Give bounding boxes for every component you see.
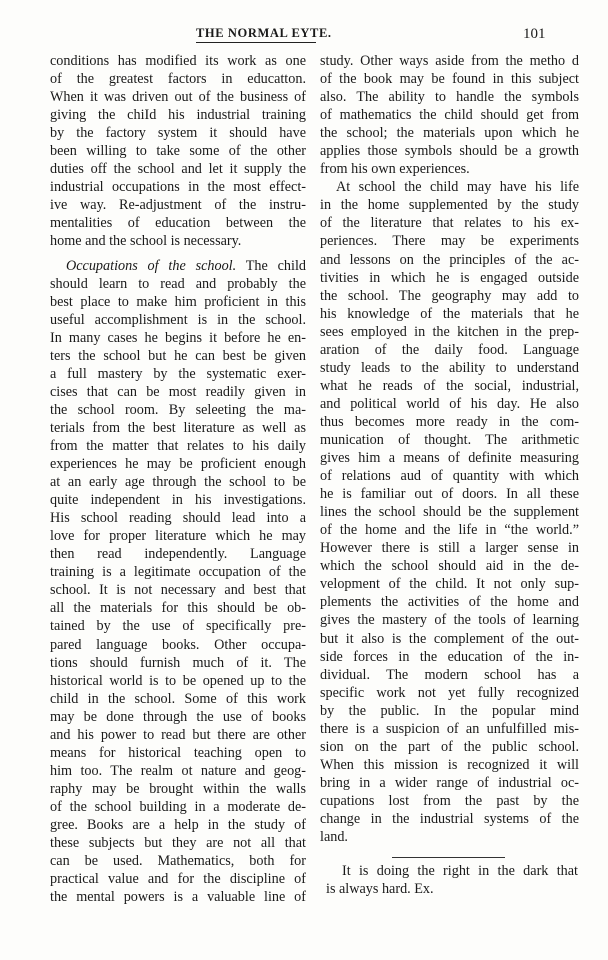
text-line: sees employed in the kitchen in the prep- bbox=[320, 323, 579, 340]
right-column bbox=[320, 52, 579, 846]
text-line: best place to make him proficient in this bbox=[50, 293, 306, 310]
text-line: and his power to read but there are other bbox=[50, 726, 306, 743]
text-line: from the matter that relates to his daily bbox=[50, 437, 306, 454]
section-heading-occupations: Occupations of the school. bbox=[66, 257, 237, 274]
text-line: may be done through the use of books bbox=[50, 708, 306, 725]
text-line: also. The ability to handle the symbols bbox=[320, 89, 579, 106]
text-line: the school. The geography may add to bbox=[320, 287, 579, 304]
text-line: the mental powers is a valuable line of bbox=[50, 889, 306, 906]
text-line: It is doing the right in the dark that bbox=[342, 863, 578, 879]
text-line: all the materials for this should be ob- bbox=[50, 600, 306, 617]
text-line: should learn to read and probably the bbox=[50, 275, 306, 292]
text-line: means for historical teaching open to bbox=[50, 744, 306, 761]
text-line bbox=[50, 257, 306, 275]
text-line: periences. There may be experiments bbox=[320, 233, 579, 250]
text-line: pared language books. Other occupa- bbox=[50, 636, 306, 653]
text-line: sion on the part of the public school. bbox=[320, 738, 579, 755]
text-line: school. It is not necessary and best that bbox=[50, 582, 306, 599]
text-line: conditions has modified its work as one bbox=[50, 53, 306, 69]
text-line: in the home supplemented by the study bbox=[320, 197, 579, 214]
text-line: of the book may be found in this subject bbox=[320, 71, 579, 88]
text-line: of the greatest factors in educatton. bbox=[50, 71, 306, 88]
text-line: bring in a wider range of industrial oc- bbox=[320, 774, 579, 791]
text-line: specific work not yet fully recognized bbox=[320, 684, 579, 701]
text-line: gree. Books are a help in the study of bbox=[50, 816, 306, 833]
text-line: aration of the daily food. Language bbox=[320, 341, 579, 358]
text-line: which the school should aid in the de- bbox=[320, 558, 579, 575]
text-line: side forces in the education of the in- bbox=[320, 648, 579, 665]
text-line: experiences he may be proficient enough bbox=[50, 456, 306, 473]
text-line: At school the child may have his life bbox=[336, 179, 579, 196]
page-number: 101 bbox=[523, 26, 546, 42]
text-line: However there is still a larger sense in bbox=[320, 540, 579, 557]
text-line: the school; the materials upon which he bbox=[320, 125, 579, 142]
text-line: industrial occupations in the most effect- bbox=[50, 179, 306, 196]
text-line: gives the mastery of the tools of learning bbox=[320, 612, 579, 629]
text-line: study leads to the ability to understand bbox=[320, 359, 579, 376]
text-line: terials from the best literature as well as bbox=[50, 419, 306, 436]
text-line: ters the school but he can best be given bbox=[50, 347, 306, 364]
text-line: land. bbox=[320, 829, 348, 846]
text-line: cises that can be most readily given in bbox=[50, 383, 306, 400]
text-line: of the home and the life in “the world.” bbox=[320, 522, 579, 539]
text-line: and lessons on the principles of the ac- bbox=[320, 251, 579, 268]
text-line: tained by the use of specifically pre- bbox=[50, 618, 306, 635]
text-line: these subjects but they are not all that bbox=[50, 835, 306, 852]
text-line: practical value and for the discipline of bbox=[50, 871, 306, 888]
text-line: been willing to take some of the other bbox=[50, 143, 306, 160]
paragraph-continuation bbox=[50, 52, 306, 251]
text-line: is always hard. Ex. bbox=[326, 881, 434, 897]
text-line: applies those symbols should be a growth bbox=[320, 143, 579, 160]
text-line: raphy may be brought within the walls bbox=[50, 780, 306, 797]
text-line: by the public. In the popular mind bbox=[320, 702, 579, 719]
text-line: of relations aud of quantity with which bbox=[320, 468, 579, 485]
text-line: but it also is the complement of the out- bbox=[320, 630, 579, 647]
text-line: training is a legitimate occupation of the bbox=[50, 564, 306, 581]
text-line: study. Other ways aside from the metho d bbox=[320, 53, 579, 69]
text-line: useful accomplishment is in the school. bbox=[50, 311, 306, 328]
text-line: mentalities of education between the bbox=[50, 215, 306, 232]
text-line: a full mastery by the systematic exer- bbox=[50, 365, 306, 382]
running-header-title: THE NORMAL EYTE. bbox=[196, 26, 316, 43]
text-line: munication of thought. The arithmetic bbox=[320, 431, 579, 448]
section-divider-rule bbox=[392, 857, 505, 858]
text-line: giving the chiId his industrial training bbox=[50, 107, 306, 124]
text-line: duties off the school and let it supply the bbox=[50, 161, 306, 178]
text-fragment: The child bbox=[245, 257, 306, 274]
text-line: dividual. The modern school has a bbox=[320, 666, 579, 683]
text-line: him too. The realm ot nature and geog- bbox=[50, 762, 306, 779]
text-line: When this mission is recognized it will bbox=[320, 756, 579, 773]
text-line: love for proper literature which he may bbox=[50, 528, 306, 545]
text-line: cupations lost from the past by the bbox=[320, 792, 579, 809]
text-line: ive way. Re-adjustment of the instru- bbox=[50, 197, 306, 214]
text-line: he is familiar out of doors. In all these bbox=[320, 486, 579, 503]
text-line: tivities in which he is engaged outside bbox=[320, 269, 579, 286]
text-line: thus becomes more ready in the com- bbox=[320, 413, 579, 430]
paragraph-mathematics bbox=[320, 52, 579, 178]
text-line: quite independent in his investigations. bbox=[50, 492, 306, 509]
text-line: plements the activities of the home and bbox=[320, 594, 579, 611]
text-line: historical world is to be opened up to the bbox=[50, 672, 306, 689]
left-column bbox=[50, 52, 306, 906]
text-line: at an early age through the school to be bbox=[50, 474, 306, 491]
text-line: and political world of his day. He also bbox=[320, 395, 579, 412]
text-line: can be used. Mathematics, both for bbox=[50, 853, 306, 870]
text-line: home and the school is necessary. bbox=[50, 233, 242, 250]
text-line: of mathematics the child should get from bbox=[320, 107, 579, 124]
filler-quote bbox=[326, 862, 578, 898]
text-line: When it was driven out of the business of bbox=[50, 89, 306, 106]
text-line: there is a suspicion of an unfulfilled mis- bbox=[320, 720, 579, 737]
text-line: the school room. By seleeting the ma- bbox=[50, 401, 306, 418]
text-line: change in the industrial systems of the bbox=[320, 810, 579, 827]
text-line: of the school building in a moderate de- bbox=[50, 798, 306, 815]
text-line: velopment of the child. It not only sup- bbox=[320, 576, 579, 593]
paragraph-at-school bbox=[320, 178, 579, 846]
text-line: his knowledge of the materials that he bbox=[320, 305, 579, 322]
text-line: of the literature that relates to his ex- bbox=[320, 215, 579, 232]
text-line: tions should furnish much of it. The bbox=[50, 654, 306, 671]
text-line: gives him a means of definite measuring bbox=[320, 450, 579, 467]
text-line: His school reading should lead into a bbox=[50, 510, 306, 527]
text-line: by the factory system it should have bbox=[50, 125, 306, 142]
paragraph-occupations bbox=[50, 257, 306, 907]
text-line: what he reads of the social, industrial, bbox=[320, 377, 579, 394]
text-line: from his own experiences. bbox=[320, 161, 470, 178]
text-line: child in the school. Some of this work bbox=[50, 690, 306, 707]
text-line: lines the school should be the supplement bbox=[320, 504, 579, 521]
text-line: In many cases he begins it before he en- bbox=[50, 329, 306, 346]
text-line: then read independently. Language bbox=[50, 546, 306, 563]
